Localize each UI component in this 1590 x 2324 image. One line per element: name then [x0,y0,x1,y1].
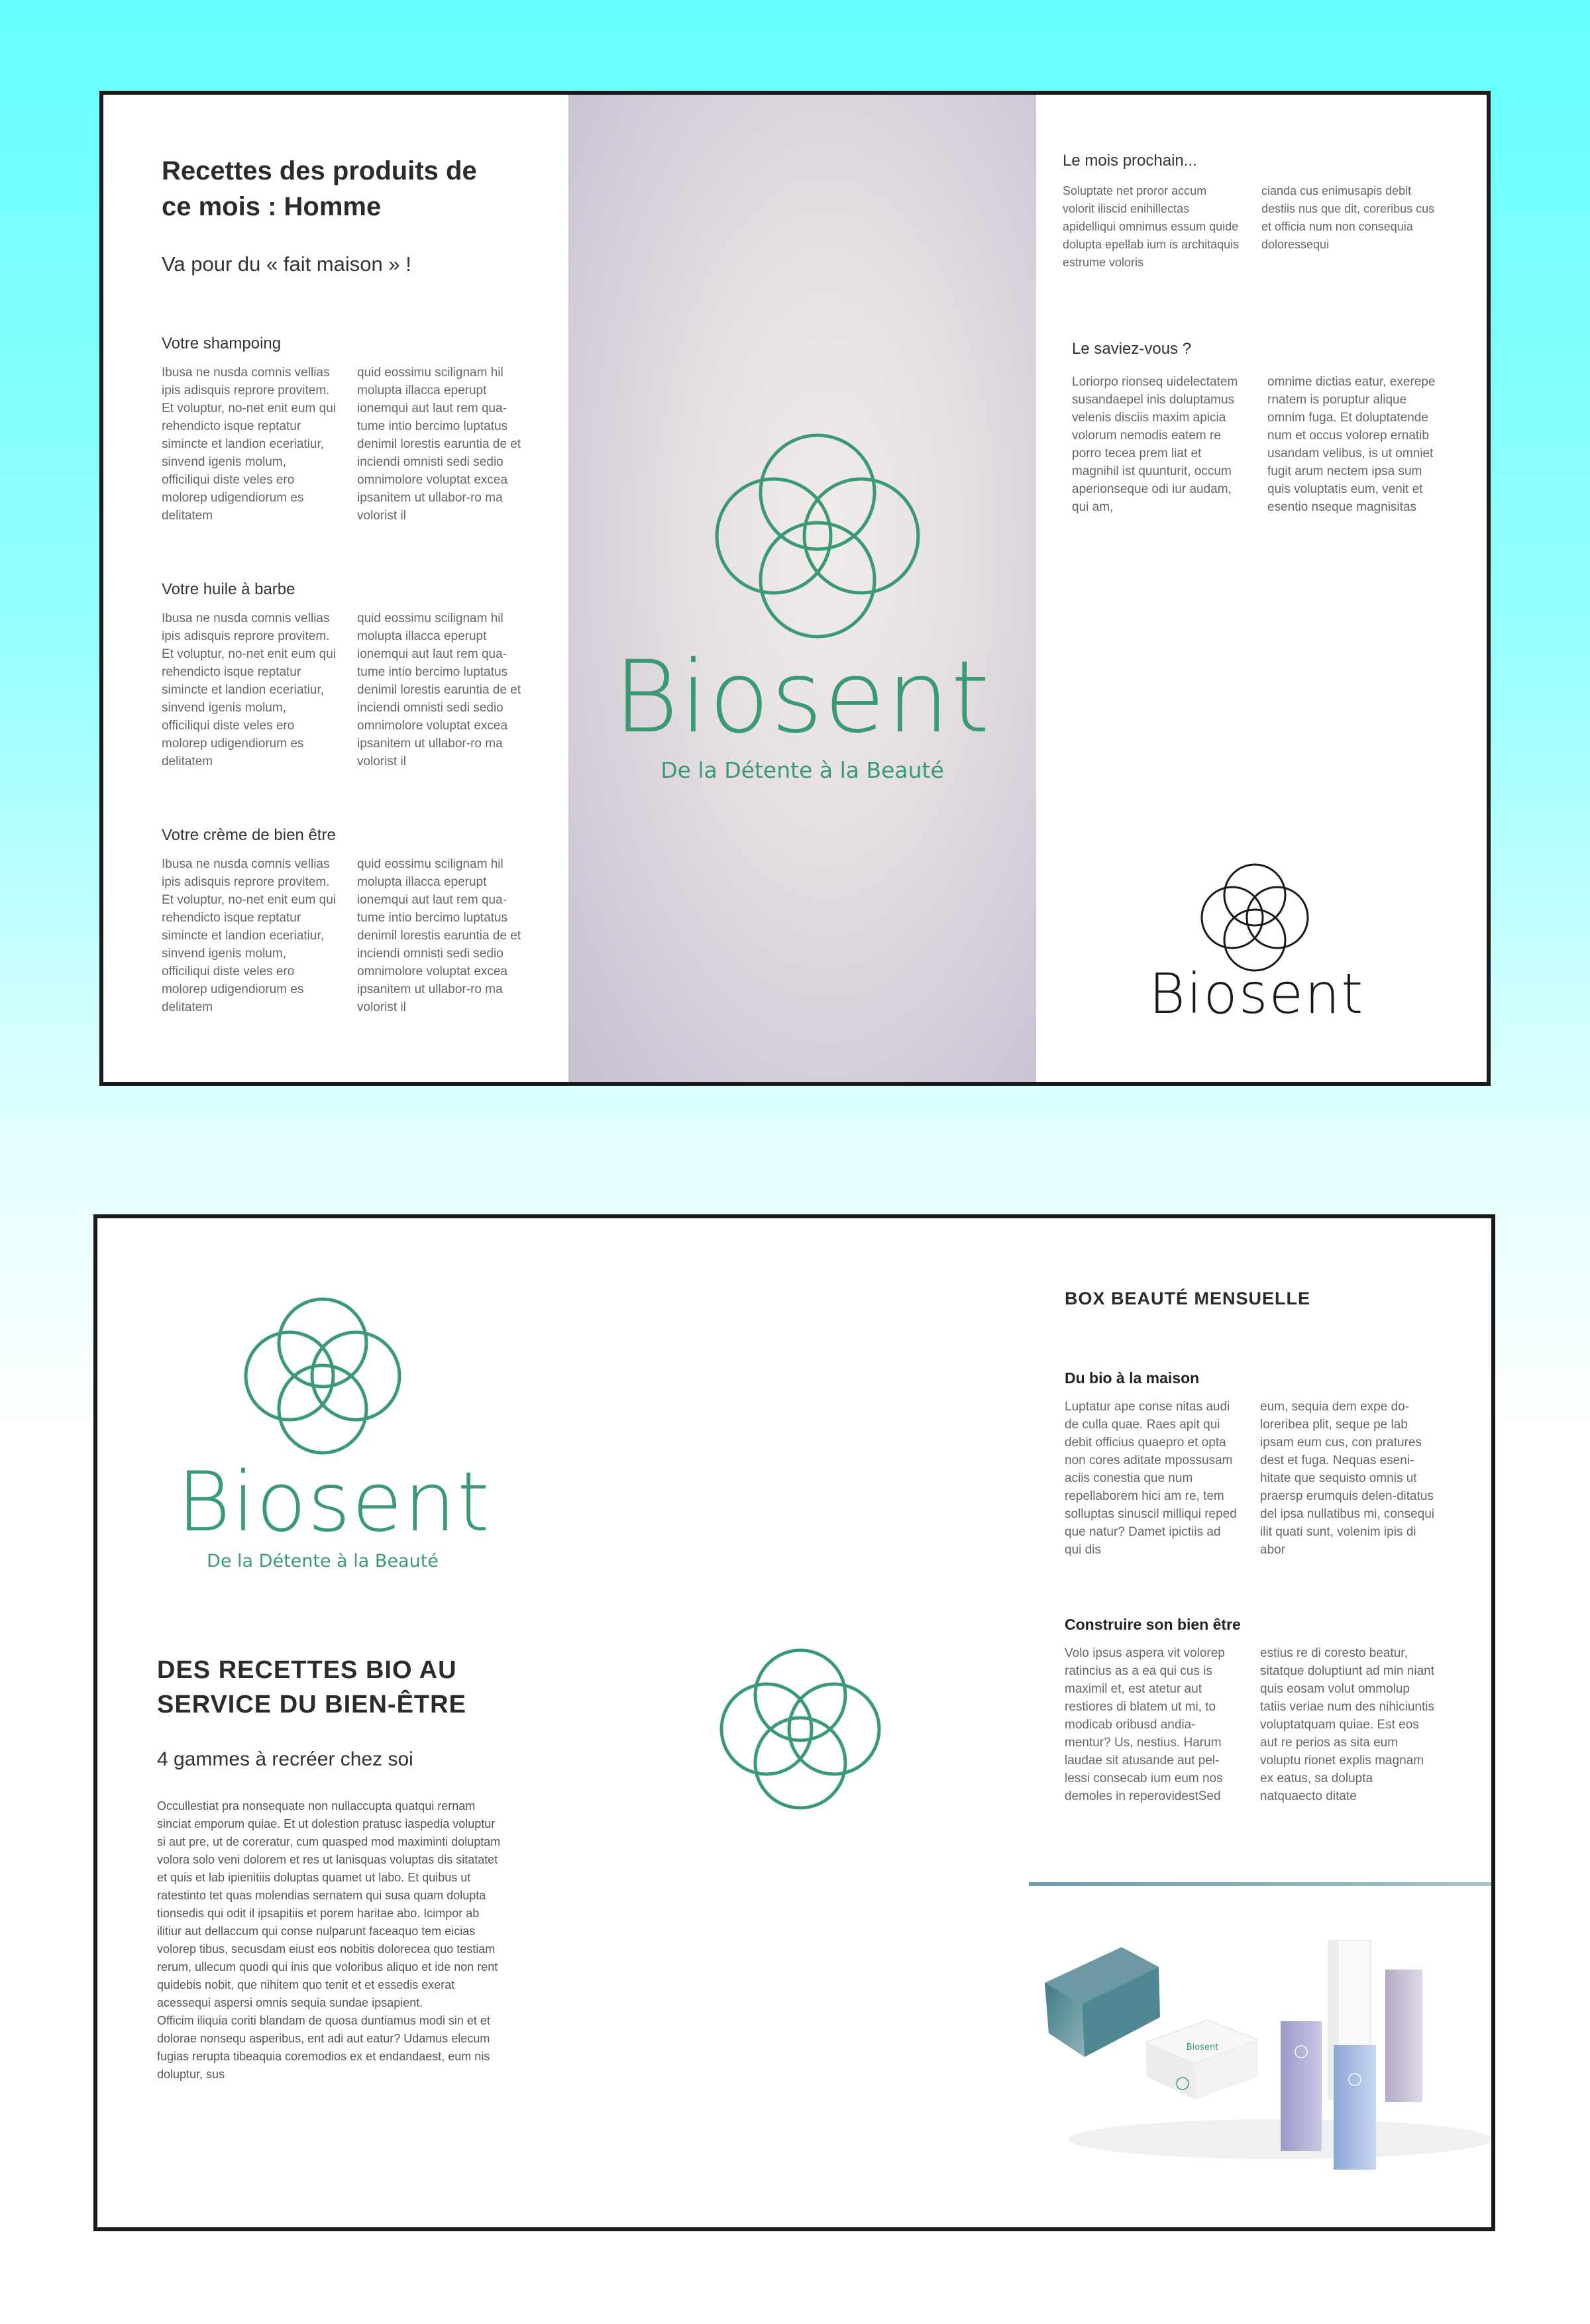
box-section-col2: eum, sequia dem expe do-loreribea plit, seque pe lab ipsam eum cus, con pratures dest et fuga. Nequas eseni-hitate que sequisto omnis ut praersp erumquis delen-ditatus del ipsa nullatibus mi, consequi ilit quati sunt, volenim ipis di abor [1260,1400,1434,1557]
next-month-col2: cianda cus enimusapis debit destiis nus que dit, coreribus cus et officia num non consequia doloressequi [1261,184,1435,251]
recipe-heading: Votre crème de bien être [162,826,336,844]
recipe-heading: Votre huile à barbe [162,580,295,598]
recipes-subtitle: Va pour du « fait maison » ! [162,252,411,276]
back-panel [565,1218,1029,2227]
brand-cover-panel [568,95,1036,1082]
box-section-col1: Volo ipsus aspera vit volorep ratincius as a ea qui cus is maximil et, est atetur aut restiores di blatem ut mi, to modicab oribusd andia-mentur? Us, nestius. Harum laudae sit atusande aut pel-lessi consecab ium eum nos demoles in reperovidestSed [1065,1646,1225,1803]
biosent-logo-icon [237,1290,409,1462]
did-you-know-col2: omnime dictias eatur, exerepe rnatem is poruptur alique omnim fuga. Et doluptatende num et occus volorep ernatib usandam velibus, is ut omniet fugit arum nectem ipsa sum quis voluptatis eum, venit et esentio nseque magnisitas [1267,375,1436,514]
did-you-know-col1: Loriorpo rionseq uidelectatem susandaepel inis doluptamus velenis disciis maxim apicia volorum nemodis eatem re porro tecea prem liat et magnihil ist quunturit, occum aperionseque odi iur audam, qui am, [1072,375,1238,514]
recipe-heading: Votre shampoing [162,335,282,352]
recipe-text-col2: quid eossimu scilignam hil molupta illacca eperupt ionemqui aut laut rem qua-tume intio bercimo luptatus denimil lorestis earuntia de et inciendi omnisti sedi sedio omnimolore voluptat excea ipsanitem ut ullabor-ro ma volorist il [357,857,521,1014]
recipe-text-col2: quid eossimu scilignam hil molupta illacca eperupt ionemqui aut laut rem qua-tume intio bercimo luptatus denimil lorestis earuntia de et inciendi omnisti sedi sedio omnimolore voluptat excea ipsanitem ut ullabor-ro ma volorist il [357,611,521,768]
biosent-logo-icon [705,423,930,649]
did-you-know-section [1072,340,1443,516]
next-month-col1: Soluptate net proror accum volorit iliscid enihillectas apidelliqui omnimus essum quide dolupta epellab ium is architaquis estrume voloris [1063,184,1240,269]
intro-panel [97,1218,565,2227]
recipe-text-col2: quid eossimu scilignam hil molupta illacca eperupt ionemqui aut laut rem qua-tume intio bercimo luptatus denimil lorestis earuntia de et inciendi omnisti sedi sedio omnimolore voluptat excea ipsanitem ut ullabor-ro ma volorist il [357,366,521,523]
box-section-heading: Du bio à la maison [1065,1369,1200,1387]
box-section-home [1065,1369,1436,1559]
recipes-panel [103,95,568,1082]
intro-body: Occullestiat pra nonsequate non nullaccupta quatqui rernam sinciat emporum quiae. Et ut dolestion pratusc iaspedia voluptur si aut pre, ut de coreratur, cum quasped mod maximinti doluptam volora solo veni dolorem et res ut lanisquas voluptas dis sitatatet et quis et lab ipienitiis doluptas quamet ut labo. Et quibus ut ratestinto tet quas molendias sernatem qui susa quam dolupta tionsedis qui odit il ipsapitiis et porem haritae abo. Icimpor ab ilitiur aut dellaccum qui conse nulparunt faceaquo tem eicias volorep tibus, secusdam eiust eos nobitis dolorecea quo testiam rerum, ullecum quodi qui inis que voloribus aliquo et ide non rent quidebis nobit, que nihitem quo tenit et et essedis exerat acessequi aspersi omnis sequia sundae ipsapient. [157,1799,501,2009]
brand-wordmark: Biosent [177,1455,491,1550]
next-month-section [1063,152,1440,272]
recipe-section-shampoo [162,335,533,525]
brochure-outside-spread [93,1214,1495,2231]
intro-title: DES RECETTES BIO AU SERVICE DU BIEN-ÊTRE [157,1656,466,1718]
biosent-logo-icon [711,1640,890,1819]
next-month-heading: Le mois prochain... [1063,152,1197,170]
biosent-logo-icon [1195,858,1314,977]
recipe-section-beard-oil [162,580,533,770]
brand-wordmark: Biosent [613,640,991,755]
recipe-text-col1: Ibusa ne nusda comnis vellias ipis adisquis reprore provitem. Et voluptur, no-net enit eum qui rehendicto isque reptatur simincte et landion eceriatiur, sinvend igenis molum, officiliqui diste veles ero molorep udigendiorum es delitatem [162,857,336,1014]
brand-tagline: De la Détente à la Beauté [661,757,944,783]
recipe-text-col1: Ibusa ne nusda comnis vellias ipis adisquis reprore provitem. Et voluptur, no-net enit eum qui rehendicto isque reptatur simincte et landion eceriatiur, sinvend igenis molum, officiliqui diste veles ero molorep udigendiorum es delitatem [162,366,336,523]
recipe-text-col1: Ibusa ne nusda comnis vellias ipis adisquis reprore provitem. Et voluptur, no-net enit eum qui rehendicto isque reptatur simincte et landion eceriatiur, sinvend igenis molum, officiliqui diste veles ero molorep udigendiorum es delitatem [162,611,336,768]
brand-tagline: De la Détente à la Beauté [207,1551,439,1571]
did-you-know-heading: Le saviez-vous ? [1072,340,1192,358]
box-section-heading: Construire son bien être [1065,1616,1241,1633]
box-section-col2: estius re di coresto beatur, sitatque doluptiunt ad min niant quis eosam volut ommolup tatiis veriae num des nihiciuntis voluptatquam quiae. Est eos aut re perios as sita eum voluptu rionet explis magnam ex eatus, sa dolupta natquaecto ditate [1260,1646,1435,1803]
divider-line [1029,1882,1491,1886]
intro-subtitle: 4 gammes à recréer chez soi [157,1748,413,1770]
news-panel [1036,95,1487,1082]
product-packaging-image [1029,1901,1495,2179]
box-section-col1: Luptatur ape conse nitas audi de culla quae. Raes apit qui debit officius quaepro et opta non cores aditate mpossusam aciis conestia que num repellaborem hici am re, tem solluptas sinuscil milliqui reped que natur? Damet ipictiis ad qui dis [1065,1400,1237,1557]
box-title: BOX BEAUTÉ MENSUELLE [1065,1289,1311,1308]
brochure-inside-spread [99,91,1491,1086]
box-section-wellbeing [1065,1616,1436,1805]
recipe-section-cream [162,826,533,1016]
box-logo-label: Biosent [1186,2042,1219,2052]
brand-wordmark: Biosent [1149,961,1365,1026]
box-panel [1029,1218,1491,2227]
recipes-title: Recettes des produits de ce mois : Homme [162,156,477,221]
intro-body-2: Officim iliquia coriti blandam de quosa duntiamus modi sin et et dolorae nonsequ asperibus, ent adi aut eatur? Udamus elecum fugias rerupta tibeaquia coremodios ex et endandaest, eum nis doluptur, sus [157,2014,490,2081]
